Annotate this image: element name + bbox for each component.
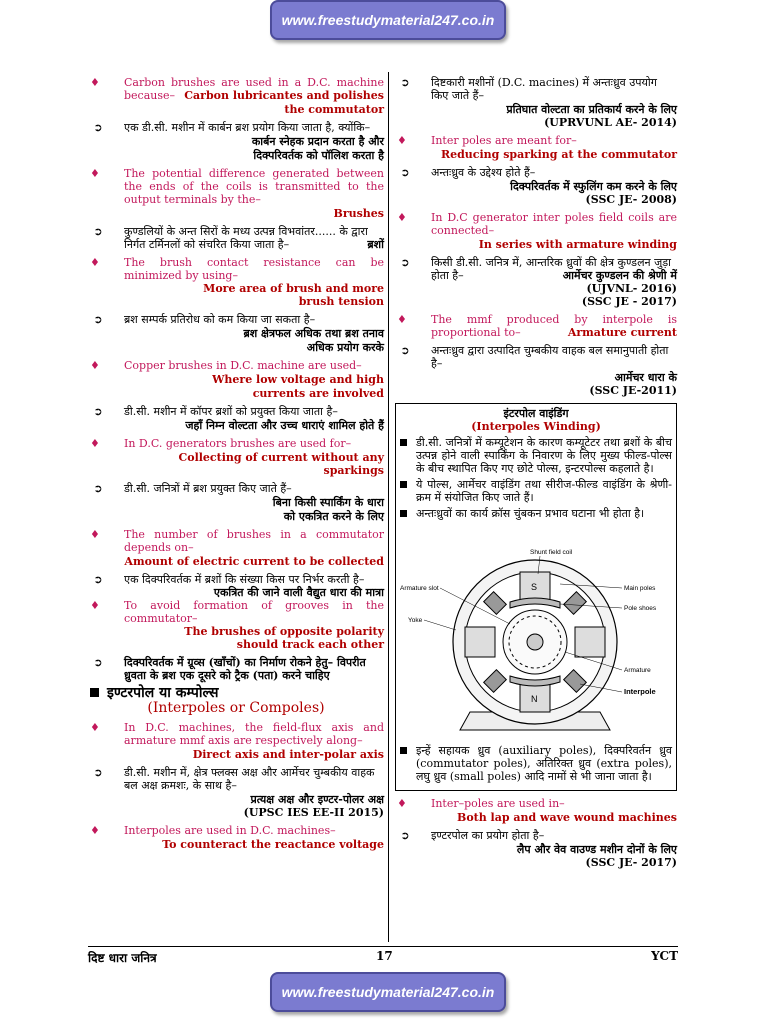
question-text: Inter poles are meant for– xyxy=(431,134,577,147)
qa-item xyxy=(395,313,677,339)
answer-text: ब्रशों xyxy=(367,238,384,251)
question-text: दिक्परिवर्तक में ग्रूव्स (खाँचों) का निर्माण रोकने हेतु– विपरीत ध्रुवता के ब्रश एक दूसरे को ट्रैक (पता) करने चाहिए xyxy=(124,656,366,682)
interpole-figure xyxy=(400,544,672,734)
diamond-bullet-icon: ♦ xyxy=(90,76,100,89)
answer-text: In series with armature winding xyxy=(478,238,677,251)
question-text: कुण्डलियों के अन्त सिरों के मध्य उत्पन्न विभवांतर...... के द्वारा निर्गत टर्मिनलों को संचरित किया जाता है– ब्रशों xyxy=(124,225,384,251)
exam-source: (SSC JE - 2017) xyxy=(581,295,677,308)
question-text: Interpoles are used in D.C. machines– xyxy=(124,824,336,837)
label-main-poles: Main poles xyxy=(624,585,656,592)
question-text: अन्तःध्रुव द्वारा उत्पादित चुम्बकीय वाहक बल समानुपाती होता है– xyxy=(431,344,669,370)
answer-text: Direct axis and inter-polar axis xyxy=(192,748,384,761)
answer-text: Armature current xyxy=(567,326,677,339)
qa-item xyxy=(88,225,384,251)
diamond-bullet-icon: ♦ xyxy=(90,437,100,450)
question-text: The brush contact resistance can be minimized by using– More area of brush and more xyxy=(124,256,384,295)
diamond-bullet-icon: ♦ xyxy=(397,313,407,326)
answer-text: Collecting of current without any sparkings xyxy=(178,451,384,477)
answer-text: brush tension xyxy=(298,295,384,308)
question-text: दिष्टकारी मशीनों (D.C. macines) में अन्तःध्रुव उपयोग किए जाते हैं– xyxy=(431,76,657,102)
arrow-bullet-icon: ➲ xyxy=(93,482,103,495)
left-column xyxy=(88,76,384,856)
label-yoke: Yoke xyxy=(408,617,423,624)
pole-label-n: N xyxy=(531,694,538,704)
answer-text: Reducing sparking at the commutator xyxy=(440,148,677,161)
question-text: Carbon brushes are used in a D.C. machine because– Carbon lubricantes and polishes xyxy=(124,76,384,102)
answer-text: दिक्परिवर्तक में स्फुलिंग कम करने के लिए xyxy=(510,180,677,193)
qa-item xyxy=(88,313,384,354)
arrow-bullet-icon: ➲ xyxy=(400,344,410,357)
column-divider xyxy=(388,72,389,942)
label-shunt-field-coil: Shunt field coil xyxy=(530,549,573,556)
box-bullet: ये पोल्स, आर्मेचर वाइंडिंग तथा सीरीज-फील्ड वाइंडिंग के श्रेणी-क्रम में संयोजित किए जाते हैं। xyxy=(400,478,672,504)
answer-text: दिक्परिवर्तक को पॉलिश करता है xyxy=(253,149,384,162)
label-pole-shoes: Pole shoes xyxy=(624,605,657,612)
answer-text: कार्बन स्नेहक प्रदान करता है और xyxy=(251,135,384,148)
qa-item xyxy=(395,344,677,397)
question-text: Copper brushes in D.C. machine are used– xyxy=(124,359,362,372)
answer-text: आर्मेचर कुण्डलन की श्रेणी में xyxy=(562,269,677,282)
page-footer xyxy=(88,946,678,965)
exam-source: (SSC JE-2011) xyxy=(589,384,677,397)
diamond-bullet-icon: ♦ xyxy=(90,167,100,180)
question-text: The potential difference generated between the ends of the coils is transmitted to the output terminals by the– xyxy=(124,167,384,206)
exam-source: (SSC JE- 2008) xyxy=(585,193,677,206)
question-text: एक डी.सी. मशीन में कार्बन ब्रश प्रयोग किया जाता है, क्योंकि– xyxy=(124,121,371,134)
square-bullet-icon xyxy=(400,439,407,446)
diamond-bullet-icon: ♦ xyxy=(90,599,100,612)
answer-text: To counteract the reactance voltage xyxy=(162,838,384,851)
answer-text: बिना किसी स्पार्किंग के धारा xyxy=(272,496,384,509)
qa-item xyxy=(395,76,677,129)
qa-item xyxy=(88,599,384,651)
question-text: ब्रश सम्पर्क प्रतिरोध को कम किया जा सकता है– xyxy=(124,313,316,326)
answer-text: एकत्रित की जाने वाली वैद्युत धारा की मात्रा xyxy=(213,586,384,599)
qa-item xyxy=(88,573,384,599)
qa-item xyxy=(88,167,384,220)
label-interpole: Interpole xyxy=(624,687,656,696)
answer-text: Carbon lubricantes and polishes xyxy=(184,89,384,102)
diamond-bullet-icon: ♦ xyxy=(90,256,100,269)
shaft xyxy=(527,634,543,650)
question-text: एक दिक्परिवर्तक में ब्रशों कि संख्या किस पर निर्भर करती है– एकत्रित की जाने वाली वैद्युत धारा की मात्रा xyxy=(124,573,384,599)
question-text: डी.सी. जनित्रों में ब्रश प्रयुक्त किए जाते हैं– xyxy=(124,482,292,495)
diamond-bullet-icon: ♦ xyxy=(397,797,407,810)
qa-item xyxy=(88,121,384,162)
footer-publisher: YCT xyxy=(651,949,678,963)
answer-text: The brushes of opposite polarity xyxy=(184,625,384,638)
arrow-bullet-icon: ➲ xyxy=(93,766,103,779)
main-pole-left xyxy=(465,627,495,657)
qa-item xyxy=(88,824,384,851)
box-title-english: (Interpoles Winding) xyxy=(471,420,601,433)
answer-text: the commutator xyxy=(284,103,384,116)
question-text: The number of brushes in a commutator depends on– xyxy=(124,528,384,554)
box-title-hindi: इंटरपोल वाइंडिंग xyxy=(503,407,569,420)
question-text: किसी डी.सी. जनित्र में, आन्तरिक ध्रुवों की क्षेत्र कुण्डलन जुड़ा होता है– आर्मेचर कुण्डलन की श्रेणी में xyxy=(431,256,677,282)
exam-source: (UPRVUNL AE- 2014) xyxy=(544,116,677,129)
main-pole-right xyxy=(575,627,605,657)
qa-item xyxy=(88,405,384,432)
answer-text: should track each other xyxy=(236,638,384,651)
section-heading: इण्टरपोल या कम्पोल्स xyxy=(88,687,384,700)
qa-item xyxy=(88,528,384,568)
question-text: In D.C. machines, the field-flux axis and armature mmf axis are respectively along– xyxy=(124,721,384,747)
qa-item xyxy=(88,359,384,400)
dc-machine-diagram xyxy=(400,544,672,734)
arrow-bullet-icon: ➲ xyxy=(93,405,103,418)
box-bullet: डी.सी. जनित्रों में कम्यूटेशन के कारण कम्यूटेटर तथा ब्रशों के बीच उत्पन्न होने वाली स्पार्किंग के निवारण के लिए मुख्य फील्ड-पोल्स के बीच स्थापित किए गए छोटे पोल्स, इन्टरपोल्स कहलाते है। xyxy=(400,436,672,475)
question-text: डी.सी. मशीन में, क्षेत्र फ्लक्स अक्ष और आर्मेचर चुम्बकीय वाहक बल अक्ष क्रमशः, के साथ है– xyxy=(124,766,375,792)
leader-line xyxy=(424,620,456,630)
diamond-bullet-icon: ♦ xyxy=(90,528,100,541)
qa-item xyxy=(395,211,677,251)
info-box xyxy=(395,403,677,791)
arrow-bullet-icon: ➲ xyxy=(400,76,410,89)
arrow-bullet-icon: ➲ xyxy=(400,829,410,842)
answer-text: ब्रश क्षेत्रफल अधिक तथा ब्रश तनाव xyxy=(243,327,384,340)
answer-text: currents are involved xyxy=(252,387,384,400)
qa-item xyxy=(395,166,677,206)
arrow-bullet-icon: ➲ xyxy=(400,256,410,269)
square-bullet-icon xyxy=(400,481,407,488)
arrow-bullet-icon: ➲ xyxy=(400,166,410,179)
website-banner-top[interactable]: www.freestudymaterial247.co.in xyxy=(270,0,506,40)
answer-text: प्रतिघात वोल्टता का प्रतिकार्य करने के लिए xyxy=(506,103,677,116)
square-bullet-icon xyxy=(90,688,99,697)
question-text: Inter–poles are used in– xyxy=(431,797,565,810)
qa-item xyxy=(88,437,384,477)
question-text: डी.सी. मशीन में कॉपर ब्रशों को प्रयुक्त किया जाता है– xyxy=(124,405,338,418)
box-bullet: इन्हें सहायक ध्रुव (auxiliary poles), दिक्परिवर्तन ध्रुव (commutator poles), अतिरिक्त ध्रुव (extra poles), लघु ध्रुव (small poles) आदि नामों से भी जाना जाता है। xyxy=(400,744,672,783)
exam-source: (UPSC IES EE-II 2015) xyxy=(243,806,384,819)
answer-text: Both lap and wave wound machines xyxy=(457,811,677,824)
qa-item xyxy=(395,134,677,161)
footer-chapter: दिष्ट धारा जनित्र xyxy=(88,951,157,965)
section-subheading: (Interpoles or Compoles) xyxy=(147,700,325,716)
square-bullet-icon xyxy=(400,510,407,517)
arrow-bullet-icon: ➲ xyxy=(93,225,103,238)
answer-text: को एकत्रित करने के लिए xyxy=(283,510,384,523)
qa-item xyxy=(88,482,384,523)
answer-text: Brushes xyxy=(333,207,384,220)
diamond-bullet-icon: ♦ xyxy=(397,134,407,147)
qa-item xyxy=(88,721,384,761)
pole-label-s: S xyxy=(531,582,538,592)
answer-text: लैप और वेव वाउण्ड मशीन दोनों के लिए xyxy=(516,843,677,856)
diamond-bullet-icon: ♦ xyxy=(90,721,100,734)
diamond-bullet-icon: ♦ xyxy=(397,211,407,224)
label-armature: Armature xyxy=(624,667,651,674)
answer-text: आर्मेचर धारा के xyxy=(614,371,677,384)
qa-item xyxy=(395,829,677,869)
question-text: The mmf produced by interpole is proportional to– Armature current xyxy=(431,313,677,339)
answer-text: Amount of electric current to be collected xyxy=(124,555,384,568)
diamond-bullet-icon: ♦ xyxy=(90,359,100,372)
answer-text: अधिक प्रयोग करके xyxy=(306,341,384,354)
answer-text: प्रत्यक्ष अक्ष और इण्टर-पोलर अक्ष xyxy=(250,793,384,806)
square-bullet-icon xyxy=(400,747,407,754)
qa-item xyxy=(88,766,384,819)
exam-source: (UJVNL- 2016) xyxy=(586,282,677,295)
qa-item xyxy=(88,256,384,308)
question-text: To avoid formation of grooves in the commutator– The brushes of opposite polarity xyxy=(124,599,384,638)
diamond-bullet-icon: ♦ xyxy=(90,824,100,837)
right-column xyxy=(395,76,677,874)
question-text: In D.C generator inter poles field coils are connected– xyxy=(431,211,677,237)
arrow-bullet-icon: ➲ xyxy=(93,313,103,326)
question-text: In D.C. generators brushes are used for– xyxy=(124,437,352,450)
answer-text: Where low voltage and high xyxy=(212,373,384,386)
answer-text: जहाँ निम्न वोल्टता और उच्च धाराएं शामिल होते हैं xyxy=(185,419,384,432)
question-text: इण्टरपोल का प्रयोग होता है– xyxy=(431,829,545,842)
arrow-bullet-icon: ➲ xyxy=(93,573,103,586)
page-number: 17 xyxy=(376,949,393,963)
box-heading xyxy=(400,404,672,436)
question-text: अन्तःध्रुव के उद्देश्य होते हैं– xyxy=(431,166,536,179)
qa-item xyxy=(395,256,677,308)
box-bullet: अन्तःध्रुवों का कार्य क्रॉस चुंबकन प्रभाव घटाना भी होता है। xyxy=(400,507,672,520)
qa-item xyxy=(88,656,384,682)
qa-item xyxy=(88,76,384,116)
arrow-bullet-icon: ➲ xyxy=(93,121,103,134)
answer-text: More area of brush and more xyxy=(203,282,384,295)
arrow-bullet-icon: ➲ xyxy=(93,656,103,669)
label-armature-slot: Armature slot xyxy=(400,585,439,592)
website-banner-bottom[interactable]: www.freestudymaterial247.co.in xyxy=(270,972,506,1012)
exam-source: (SSC JE- 2017) xyxy=(585,856,677,869)
qa-item xyxy=(395,797,677,824)
